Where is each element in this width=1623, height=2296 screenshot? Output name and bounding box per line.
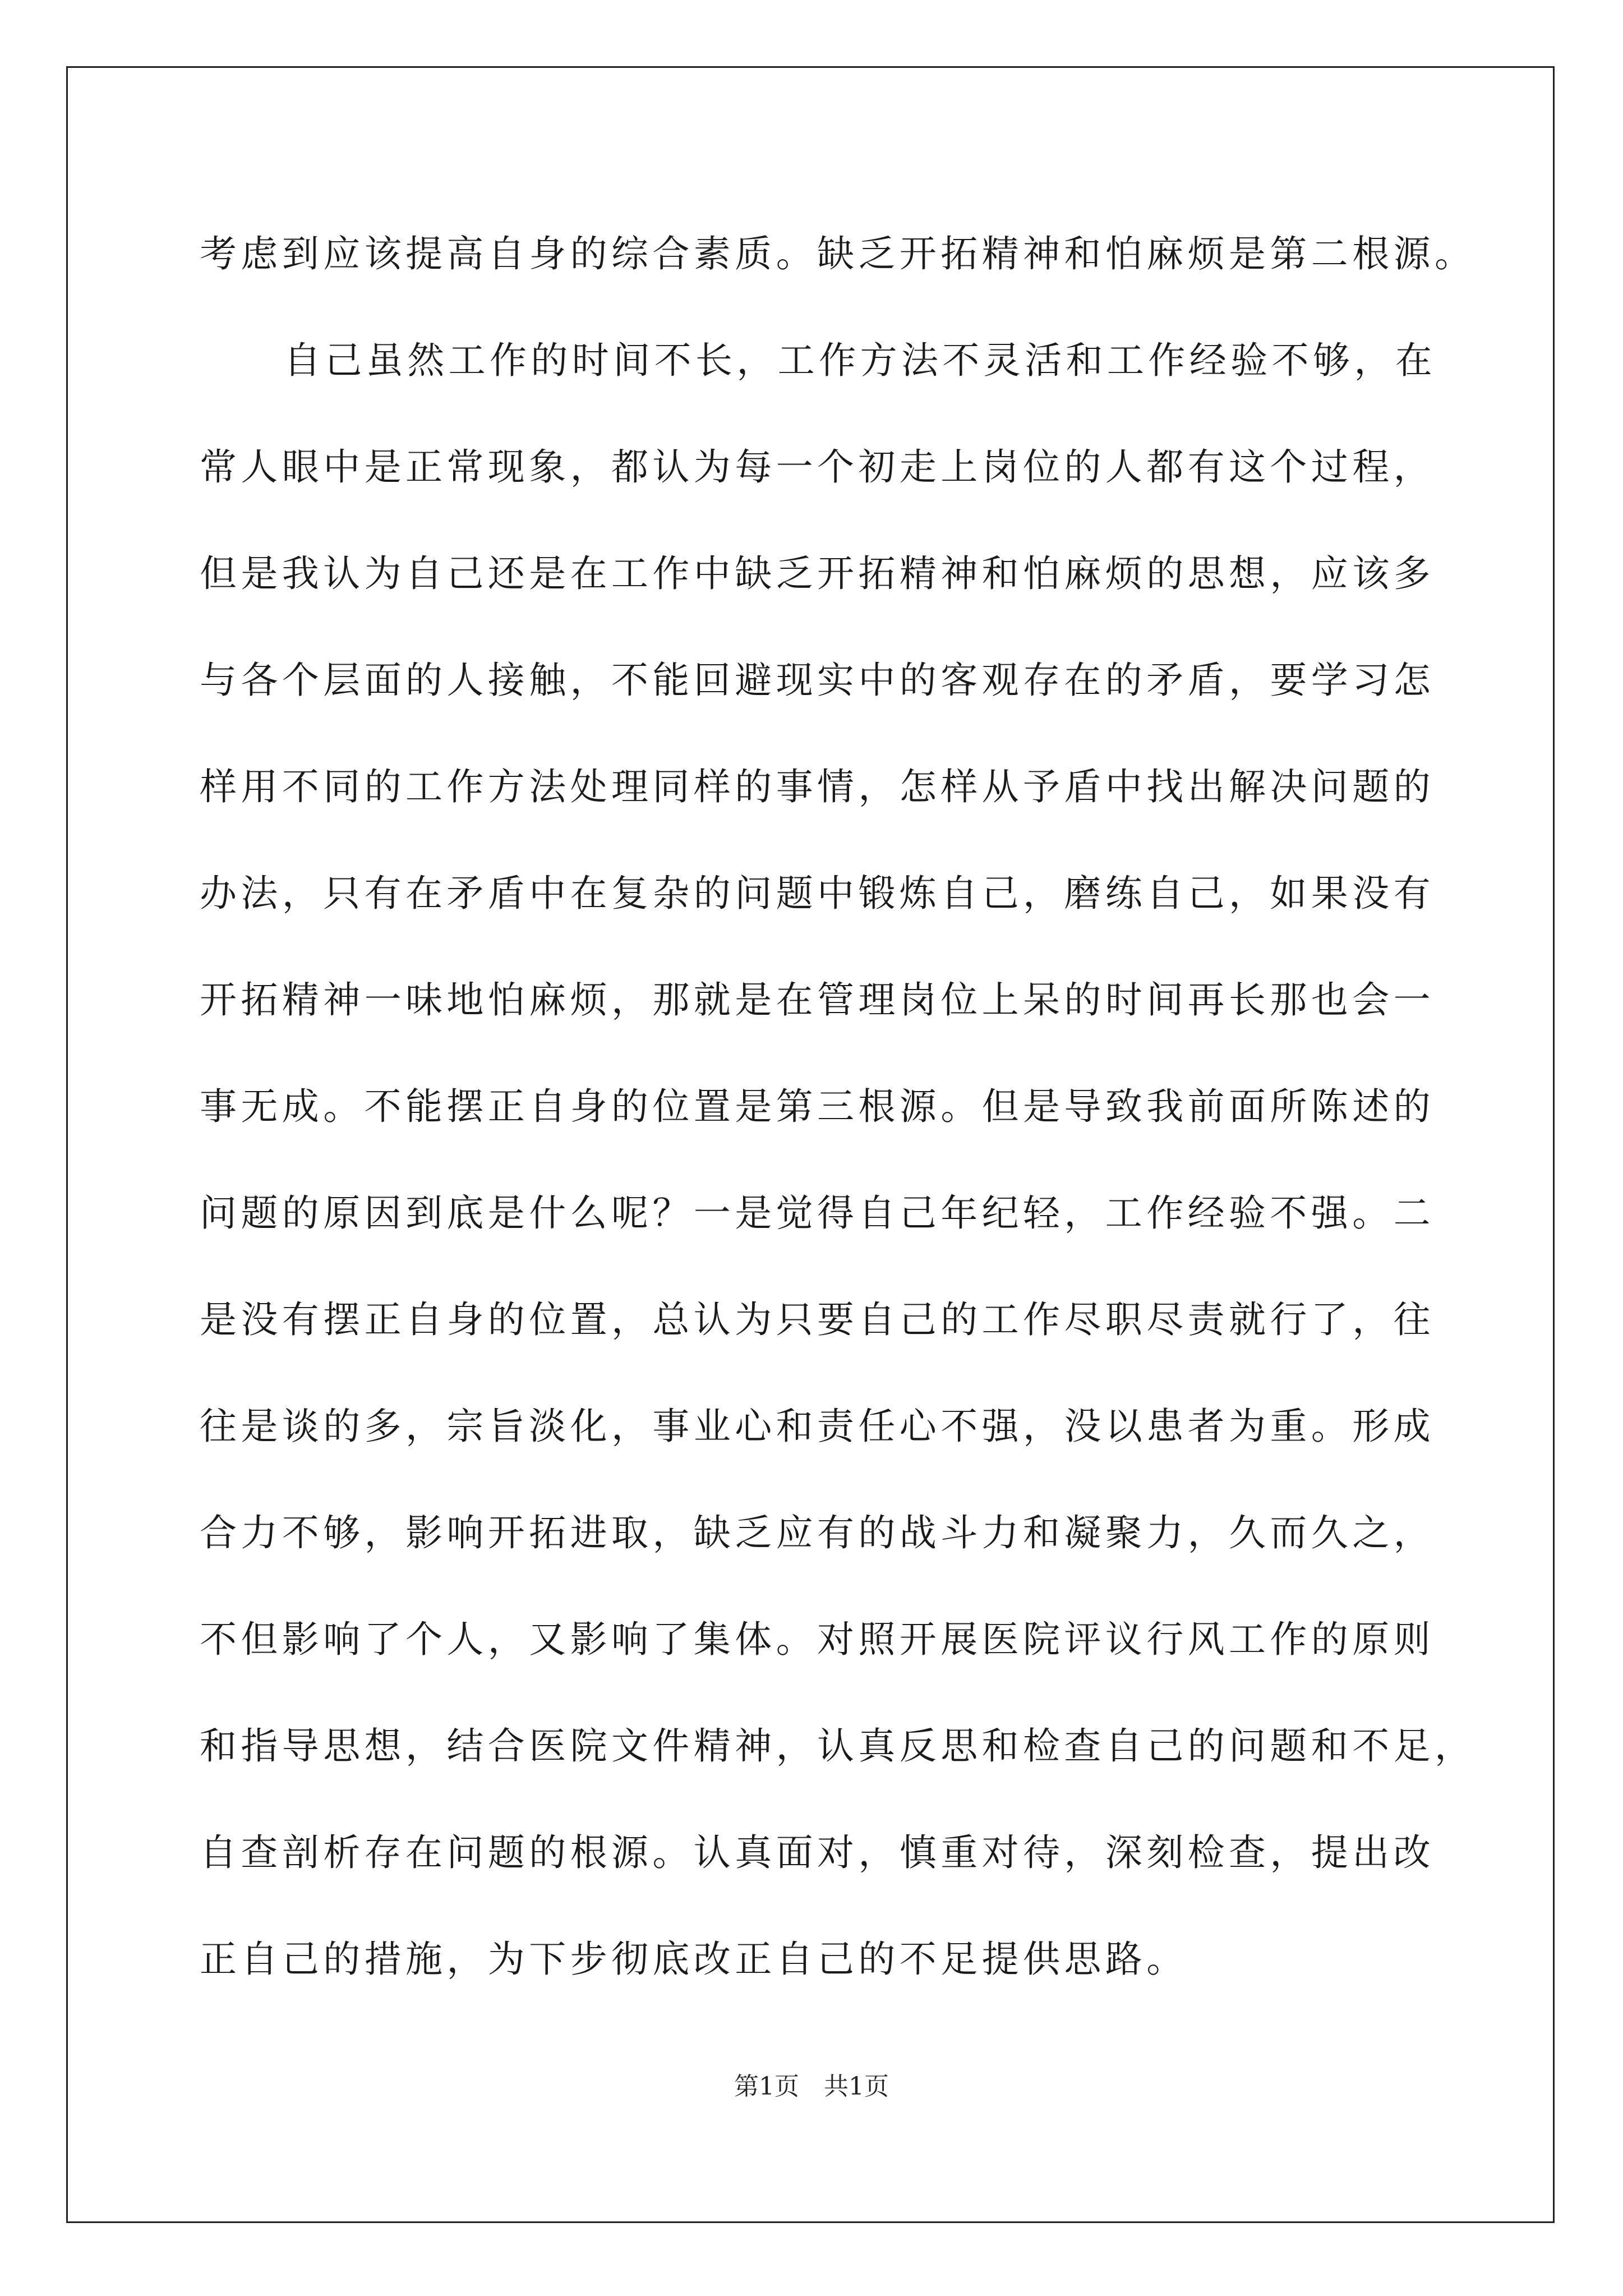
text-line-5: 与各个层面的人接触，不能回避现实中的客观存在的矛盾，要学习怎	[200, 659, 1435, 702]
page-number-current: 第1页	[734, 2072, 799, 2101]
text-line-17: 正自己的措施，为下步彻底改正自己的不足提供思路。	[200, 1938, 1188, 1981]
text-line-6: 样用不同的工作方法处理同样的事情，怎样从予盾中找出解决问题的	[200, 765, 1435, 808]
text-line-13: 合力不够，影响开拓进取，缺乏应有的战斗力和凝聚力，久而久之，	[200, 1511, 1435, 1554]
text-line-10: 问题的原因到底是什么呢？一是觉得自己年纪轻，工作经验不强。二	[200, 1191, 1435, 1235]
text-line-12: 往是谈的多，宗旨淡化，事业心和责任心不强，没以患者为重。形成	[200, 1405, 1435, 1448]
page-footer	[0, 2070, 1623, 2104]
text-line-9: 事无成。不能摆正自身的位置是第三根源。但是导致我前面所陈述的	[200, 1085, 1435, 1128]
page-number-total: 共1页	[824, 2072, 889, 2101]
text-line-16: 自查剖析存在问题的根源。认真面对，慎重对待，深刻检查，提出改	[200, 1831, 1435, 1874]
text-line-2: 自己虽然工作的时间不长，工作方法不灵活和工作经验不够，在	[284, 339, 1437, 382]
text-line-8: 开拓精神一味地怕麻烦，那就是在管理岗位上呆的时间再长那也会一	[200, 978, 1435, 1022]
text-line-7: 办法，只有在矛盾中在复杂的问题中锻炼自己，磨练自己，如果没有	[200, 872, 1435, 915]
text-line-11: 是没有摆正自身的位置，总认为只要自己的工作尽职尽责就行了，往	[200, 1298, 1435, 1341]
text-line-14: 不但影响了个人，又影响了集体。对照开展医院评议行风工作的原则	[200, 1618, 1435, 1661]
document-body	[200, 201, 1476, 2013]
text-line-1: 考虑到应该提高自身的综合素质。缺乏开拓精神和怕麻烦是第二根源。	[200, 232, 1476, 275]
text-line-15: 和指导思想，结合医院文件精神，认真反思和检查自己的问题和不足，	[200, 1724, 1476, 1768]
text-line-3: 常人眼中是正常现象，都认为每一个初走上岗位的人都有这个过程，	[200, 445, 1435, 489]
text-line-4: 但是我认为自己还是在工作中缺乏开拓精神和怕麻烦的思想，应该多	[200, 552, 1435, 595]
